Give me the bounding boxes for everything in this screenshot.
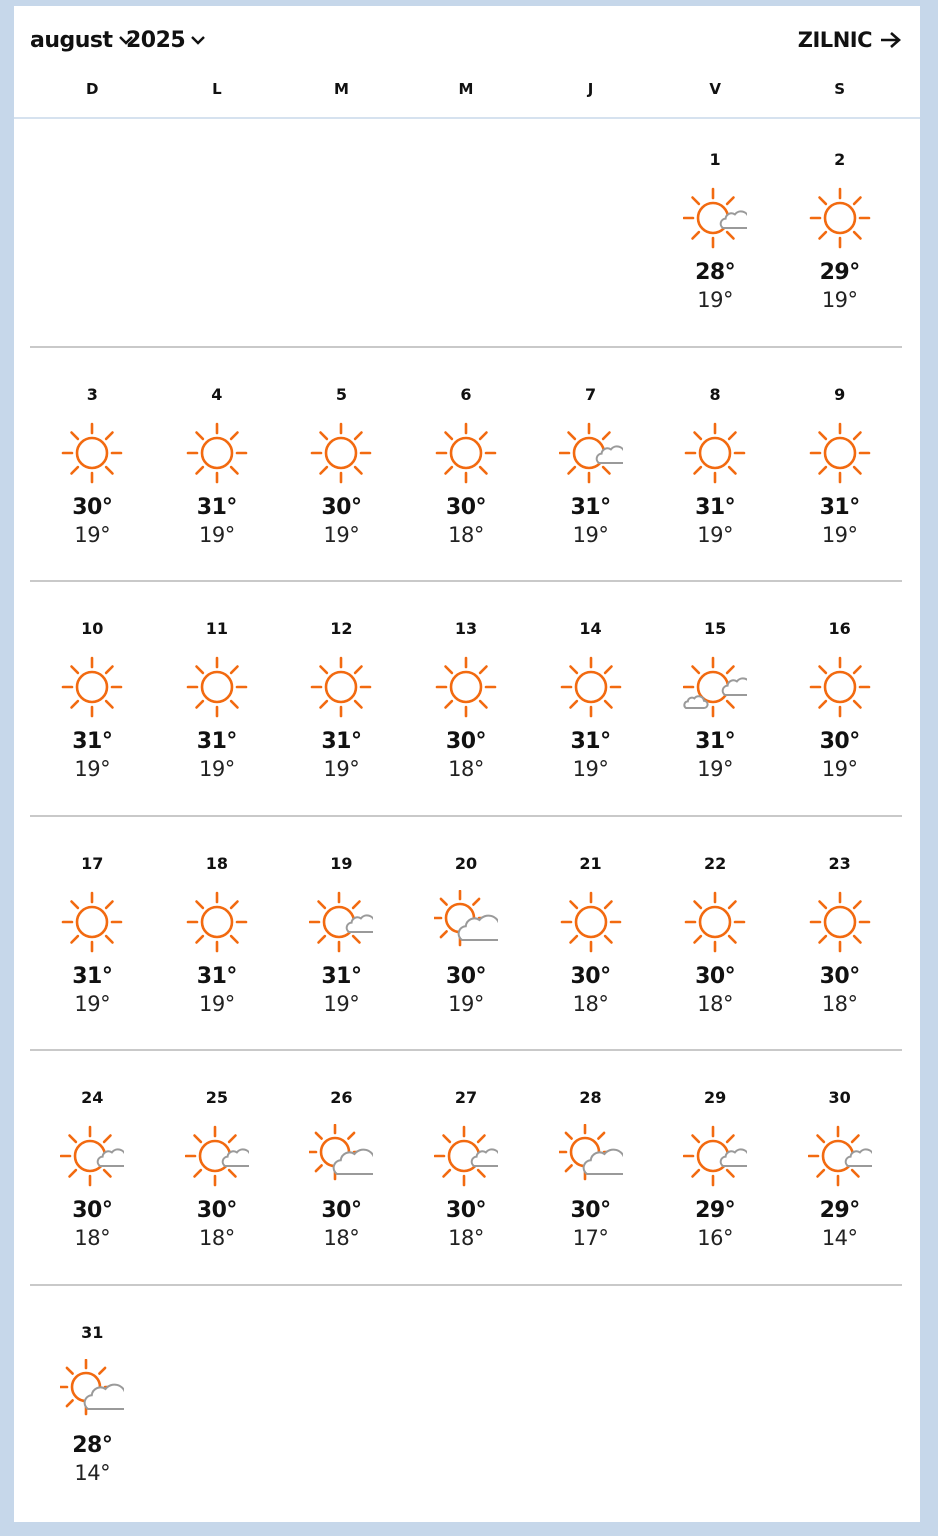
max-temperature: 30° — [321, 1198, 362, 1223]
day-number: 12 — [330, 619, 353, 638]
min-temperature: 18° — [448, 1226, 484, 1250]
sun-icon — [808, 421, 872, 485]
day-number: 14 — [579, 619, 602, 638]
day-number: 4 — [211, 384, 223, 404]
max-temperature: 30° — [445, 494, 487, 520]
day-cell[interactable] — [155, 619, 280, 824]
min-temperature: 19° — [697, 757, 733, 781]
day-cell[interactable] — [30, 385, 155, 590]
min-temperature: 18° — [198, 1226, 235, 1250]
max-temperature: 30° — [321, 494, 362, 520]
min-temperature: 19° — [697, 522, 733, 547]
daily-view-label: ZILNIC — [797, 28, 872, 52]
max-temperature: 29° — [819, 260, 860, 285]
max-temperature: 30° — [695, 963, 736, 989]
max-temperature: 31° — [72, 963, 113, 989]
min-temperature: 18° — [697, 991, 733, 1016]
max-temperature: 30° — [819, 963, 860, 989]
header-divider — [14, 117, 920, 119]
weekday-label: L — [212, 80, 222, 98]
min-temperature: 18° — [448, 757, 484, 781]
day-number: 15 — [703, 619, 727, 638]
day-number: 23 — [828, 853, 851, 873]
day-cell[interactable] — [653, 854, 778, 1059]
day-cell[interactable] — [404, 385, 529, 590]
day-cell[interactable] — [777, 854, 902, 1059]
day-cell[interactable] — [155, 854, 280, 1059]
sun-icon — [559, 655, 623, 719]
max-temperature: 31° — [695, 494, 736, 520]
max-temperature: 30° — [196, 1198, 237, 1223]
chevron-down-icon — [189, 31, 207, 49]
min-temperature: 19° — [323, 991, 360, 1016]
day-number: 24 — [81, 1088, 104, 1107]
week-divider — [30, 815, 902, 817]
sun-small-cloud-icon — [683, 1124, 747, 1188]
max-temperature: 28° — [72, 1432, 113, 1458]
min-temperature: 19° — [323, 522, 360, 547]
min-temperature: 19° — [74, 757, 111, 781]
week-divider — [30, 1284, 902, 1286]
day-cell[interactable] — [155, 385, 280, 590]
min-temperature: 14° — [74, 1460, 111, 1485]
day-number: 7 — [584, 384, 597, 404]
min-temperature: 17° — [572, 1226, 609, 1250]
day-cell[interactable] — [155, 1088, 280, 1293]
day-cell[interactable] — [653, 150, 778, 355]
day-number: 11 — [205, 619, 228, 638]
min-temperature: 18° — [821, 991, 858, 1016]
day-cell[interactable] — [404, 1088, 529, 1293]
day-cell[interactable] — [777, 619, 902, 824]
day-number: 3 — [86, 384, 98, 404]
day-number: 8 — [709, 384, 721, 404]
min-temperature: 19° — [323, 757, 360, 781]
weekday-header-row — [30, 80, 902, 110]
year-selector[interactable] — [126, 26, 207, 54]
max-temperature: 31° — [695, 729, 736, 754]
weekday-label: M — [458, 80, 474, 98]
day-number: 5 — [335, 384, 347, 404]
max-temperature: 30° — [72, 1198, 113, 1223]
max-temperature: 29° — [695, 1198, 736, 1223]
max-temperature: 31° — [570, 494, 611, 520]
day-number: 30 — [828, 1088, 851, 1107]
day-cell[interactable] — [30, 854, 155, 1059]
day-cell[interactable] — [528, 1088, 653, 1293]
min-temperature: 18° — [448, 522, 484, 547]
sun-icon — [309, 655, 373, 719]
max-temperature: 31° — [72, 729, 113, 754]
day-number: 18 — [205, 853, 228, 873]
week-divider — [30, 580, 902, 582]
max-temperature: 31° — [196, 729, 237, 754]
day-number: 9 — [834, 384, 846, 404]
day-number: 20 — [454, 853, 478, 873]
min-temperature: 19° — [572, 757, 609, 781]
year-label: 2025 — [126, 27, 186, 53]
min-temperature: 19° — [572, 522, 609, 547]
sun-icon — [185, 421, 249, 485]
max-temperature: 31° — [196, 963, 237, 989]
weekday-label: J — [587, 80, 594, 98]
max-temperature: 30° — [570, 963, 611, 989]
day-number: 21 — [579, 853, 602, 873]
day-number: 29 — [703, 1088, 727, 1107]
day-cell[interactable] — [653, 1088, 778, 1293]
day-number: 10 — [81, 619, 104, 638]
sun-big-cloud-icon — [309, 1124, 373, 1188]
day-cell[interactable] — [404, 619, 529, 824]
day-cell[interactable] — [528, 854, 653, 1059]
day-cell[interactable] — [279, 854, 404, 1059]
sun-big-cloud-icon — [60, 1359, 124, 1423]
sun-icon — [60, 421, 124, 485]
day-cell[interactable] — [30, 1323, 155, 1528]
weekday-label: S — [834, 80, 846, 98]
day-cell[interactable] — [528, 385, 653, 590]
weekday-label: V — [709, 80, 721, 98]
sun-big-cloud-icon — [434, 890, 498, 954]
day-cell[interactable] — [30, 1088, 155, 1293]
min-temperature: 16° — [697, 1226, 733, 1250]
min-temperature: 19° — [198, 991, 235, 1016]
sun-small-cloud-icon — [309, 890, 373, 954]
day-number: 19 — [330, 853, 353, 873]
min-temperature: 19° — [697, 288, 733, 312]
sun-small-cloud-icon — [434, 1124, 498, 1188]
day-number: 22 — [703, 853, 727, 873]
sun-icon — [309, 421, 373, 485]
sun-icon — [683, 890, 747, 954]
min-temperature: 19° — [821, 522, 858, 547]
min-temperature: 19° — [821, 288, 858, 312]
max-temperature: 31° — [196, 494, 237, 520]
sun-icon — [808, 186, 872, 250]
day-number: 28 — [579, 1088, 602, 1107]
sun-two-clouds-icon — [683, 655, 747, 719]
day-number: 25 — [205, 1088, 228, 1107]
sun-icon — [683, 421, 747, 485]
day-cell[interactable] — [279, 385, 404, 590]
weekday-label: M — [333, 80, 349, 98]
min-temperature: 18° — [323, 1226, 360, 1250]
sun-small-cloud-icon — [185, 1124, 249, 1188]
sun-icon — [434, 655, 498, 719]
weekday-label: D — [86, 80, 99, 98]
min-temperature: 18° — [74, 1226, 111, 1250]
max-temperature: 31° — [321, 963, 362, 989]
sun-small-cloud-icon — [808, 1124, 872, 1188]
sun-icon — [434, 421, 498, 485]
day-number: 2 — [834, 150, 846, 169]
sun-icon — [808, 890, 872, 954]
max-temperature: 30° — [445, 963, 487, 989]
day-number: 17 — [81, 853, 104, 873]
min-temperature: 14° — [821, 1226, 858, 1250]
sun-icon — [559, 890, 623, 954]
day-cell[interactable] — [404, 854, 529, 1059]
sun-icon — [185, 890, 249, 954]
month-selector[interactable] — [30, 26, 135, 54]
day-cell[interactable] — [777, 150, 902, 355]
max-temperature: 31° — [321, 729, 362, 754]
max-temperature: 30° — [445, 1198, 487, 1223]
max-temperature: 31° — [570, 729, 611, 754]
day-cell[interactable] — [777, 1088, 902, 1293]
sun-icon — [60, 655, 124, 719]
sun-small-cloud-icon — [60, 1124, 124, 1188]
week-divider — [30, 346, 902, 348]
sun-icon — [808, 655, 872, 719]
day-cell[interactable] — [279, 1088, 404, 1293]
sun-small-cloud-icon — [559, 421, 623, 485]
min-temperature: 19° — [74, 522, 111, 547]
daily-view-link[interactable] — [798, 26, 902, 54]
max-temperature: 30° — [445, 729, 487, 754]
day-cell[interactable] — [528, 619, 653, 824]
sun-icon — [185, 655, 249, 719]
arrow-right-icon — [880, 31, 902, 49]
min-temperature: 19° — [198, 522, 235, 547]
min-temperature: 19° — [74, 991, 111, 1016]
max-temperature: 28° — [695, 260, 736, 285]
max-temperature: 30° — [819, 729, 860, 754]
max-temperature: 30° — [72, 494, 113, 520]
max-temperature: 29° — [819, 1198, 860, 1223]
day-cell[interactable] — [653, 619, 778, 824]
day-number: 1 — [709, 150, 721, 169]
day-cell[interactable] — [30, 619, 155, 824]
max-temperature: 31° — [819, 494, 860, 520]
week-divider — [30, 1049, 902, 1051]
sun-small-cloud-icon — [683, 186, 747, 250]
max-temperature: 30° — [570, 1198, 611, 1223]
day-number: 16 — [828, 619, 851, 638]
sun-big-cloud-icon — [559, 1124, 623, 1188]
day-cell[interactable] — [653, 385, 778, 590]
month-label: august — [30, 27, 113, 53]
calendar-header — [14, 6, 920, 68]
day-number: 27 — [454, 1088, 478, 1107]
day-number: 6 — [460, 384, 472, 404]
min-temperature: 19° — [198, 757, 235, 781]
day-number: 26 — [330, 1088, 353, 1107]
min-temperature: 19° — [448, 991, 484, 1016]
day-cell[interactable] — [777, 385, 902, 590]
day-number: 31 — [81, 1322, 104, 1342]
sun-icon — [60, 890, 124, 954]
min-temperature: 18° — [572, 991, 609, 1016]
day-number: 13 — [454, 619, 478, 638]
day-cell[interactable] — [279, 619, 404, 824]
min-temperature: 19° — [821, 757, 858, 781]
calendar-panel — [14, 6, 920, 1522]
